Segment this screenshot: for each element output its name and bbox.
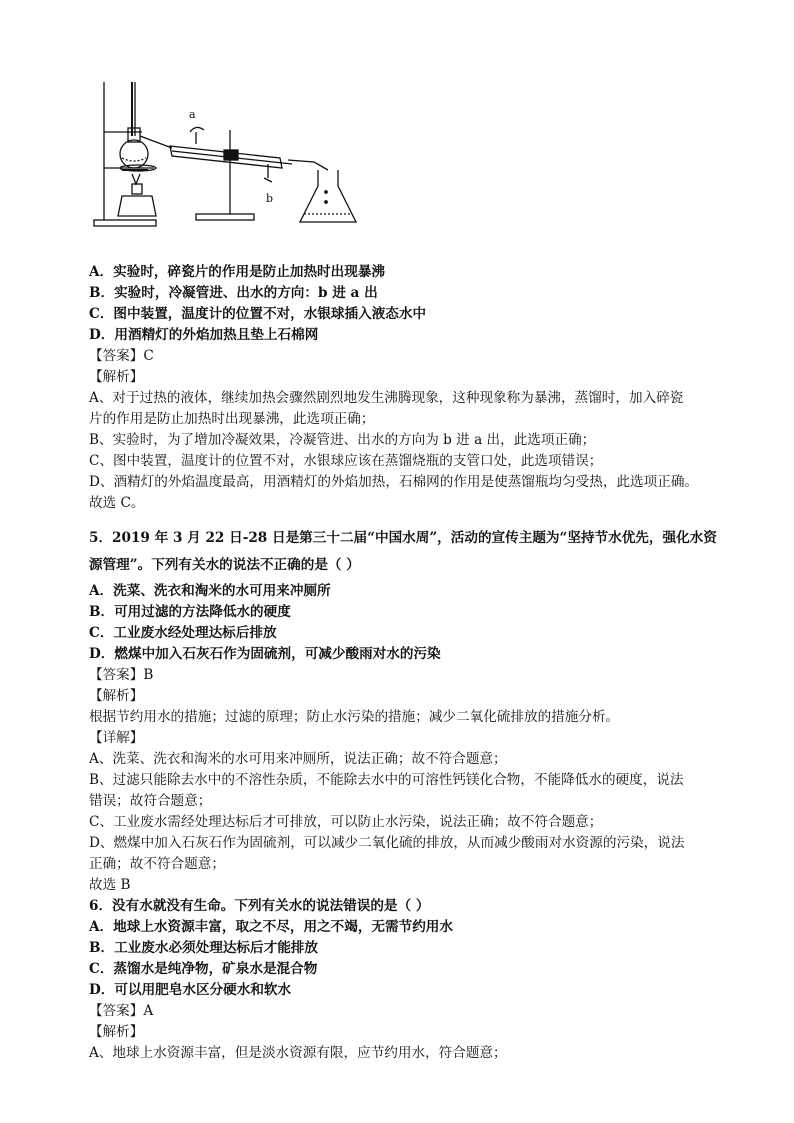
analysis-line: B、实验时，为了增加冷凝效果，冷凝管进、出水的方向为 b 进 a 出，此选项正确； bbox=[89, 432, 596, 448]
question-stem: 源管理”。下列有关水的说法不正确的是（ ） bbox=[89, 557, 360, 573]
answer-label: 【答案】B bbox=[89, 667, 154, 683]
outlet-b-hose bbox=[264, 178, 272, 182]
option: A．地球上水资源丰富，取之不尽，用之不竭，无需节约用水 bbox=[89, 919, 453, 935]
option: D．用酒精灯的外焰加热且垫上石棉网 bbox=[89, 327, 319, 343]
option: B．可用过滤的方法降低水的硬度 bbox=[89, 604, 291, 620]
analysis-line: 根据节约用水的措施；过滤的原理；防止水污染的措施；减少二氧化硫排放的措施分析。 bbox=[89, 709, 620, 725]
analysis-heading: 【解析】 bbox=[89, 369, 144, 385]
detail-line: 错误；故符合题意； bbox=[89, 793, 212, 809]
option: D．燃煤中加入石灰石作为固硫剂，可减少酸雨对水的污染 bbox=[89, 646, 441, 662]
detail-heading: 【详解】 bbox=[89, 730, 144, 746]
spacer bbox=[89, 514, 719, 528]
distillation-flask bbox=[120, 140, 148, 168]
analysis-line: 故选 C。 bbox=[89, 495, 145, 511]
analysis-line: A、对于过热的液体，继续加热会骤然剧烈地发生沸腾现象，这种现象称为暴沸，蒸馏时，加入碎瓷 bbox=[89, 390, 684, 406]
option: B．工业废水必须处理达标后才能排放 bbox=[89, 940, 318, 956]
drop bbox=[325, 201, 327, 203]
drop bbox=[325, 191, 327, 193]
label-b: b bbox=[266, 192, 274, 205]
condenser-clamp bbox=[224, 150, 238, 160]
adapter-tube bbox=[288, 160, 328, 170]
question-stem: 6．没有水就没有生命。下列有关水的说法错误的是（ ） bbox=[89, 898, 430, 914]
option: A．实验时，碎瓷片的作用是防止加热时出现暴沸 bbox=[89, 264, 386, 280]
analysis-line: D、酒精灯的外焰温度最高，用酒精灯的外焰加热，石棉网的作用是使蒸馏瓶均匀受热，此选项正确。 bbox=[89, 474, 699, 490]
answer-label: 【答案】C bbox=[89, 348, 154, 364]
answer-label: 【答案】A bbox=[89, 1003, 154, 1019]
stand-base-left bbox=[94, 220, 156, 226]
detail-line: C、工业废水需经处理达标后才可排放，可以防止水污染，说法正确；故不符合题意； bbox=[89, 814, 603, 830]
detail-line: A、洗菜、洗衣和淘米的水可用来冲厕所，说法正确；故不符合题意； bbox=[89, 751, 507, 767]
analysis-heading: 【解析】 bbox=[89, 1024, 144, 1040]
burner-wick bbox=[132, 184, 142, 194]
question-stem: 5．2019 年 3 月 22 日-28 日是第三十二届“中国水周”，活动的宣传主题为“坚持节水优先，强化水资 bbox=[89, 530, 717, 546]
detail-line: B、过滤只能除去水中的不溶性杂质，不能除去水中的可溶性钙镁化合物，不能降低水的硬度，说法 bbox=[89, 772, 684, 788]
distillation-apparatus-diagram bbox=[92, 74, 372, 236]
distillation-apparatus-figure bbox=[92, 74, 372, 236]
analysis-line: A、地球上水资源丰富，但是淡水资源有限，应节约用水，符合题意； bbox=[89, 1045, 507, 1061]
alcohol-lamp bbox=[118, 196, 156, 216]
flask-liquid bbox=[122, 158, 146, 161]
option: A．洗菜、洗衣和淘米的水可用来冲厕所 bbox=[89, 583, 331, 599]
flame bbox=[132, 174, 140, 184]
option: D．可以用肥皂水区分硬水和软水 bbox=[89, 982, 292, 998]
document-content bbox=[89, 262, 719, 1064]
inlet-a-hose bbox=[190, 127, 204, 132]
detail-line: D、燃煤中加入石灰石作为固硫剂，可以减少二氧化硫的排放，从而减少酸雨对水资源的污染，说法 bbox=[89, 835, 685, 851]
stand-base-right bbox=[196, 214, 254, 220]
option: C．工业废水经处理达标后排放 bbox=[89, 625, 277, 641]
detail-line: 正确；故不符合题意； bbox=[89, 856, 225, 872]
option: C．蒸馏水是纯净物，矿泉水是混合物 bbox=[89, 961, 318, 977]
label-a: a bbox=[189, 108, 196, 121]
detail-line: 故选 B bbox=[89, 877, 131, 893]
analysis-line: C、图中装置，温度计的位置不对，水银球应该在蒸馏烧瓶的支管口处，此选项错误； bbox=[89, 453, 603, 469]
analysis-heading: 【解析】 bbox=[89, 688, 144, 704]
option: B．实验时，冷凝管进、出水的方向：b 进 a 出 bbox=[89, 285, 378, 301]
analysis-line: 片的作用是防止加热时出现暴沸，此选项正确； bbox=[89, 411, 375, 427]
option: C．图中装置，温度计的位置不对，水银球插入液态水中 bbox=[89, 306, 427, 322]
flask-side-arm bbox=[140, 136, 172, 148]
